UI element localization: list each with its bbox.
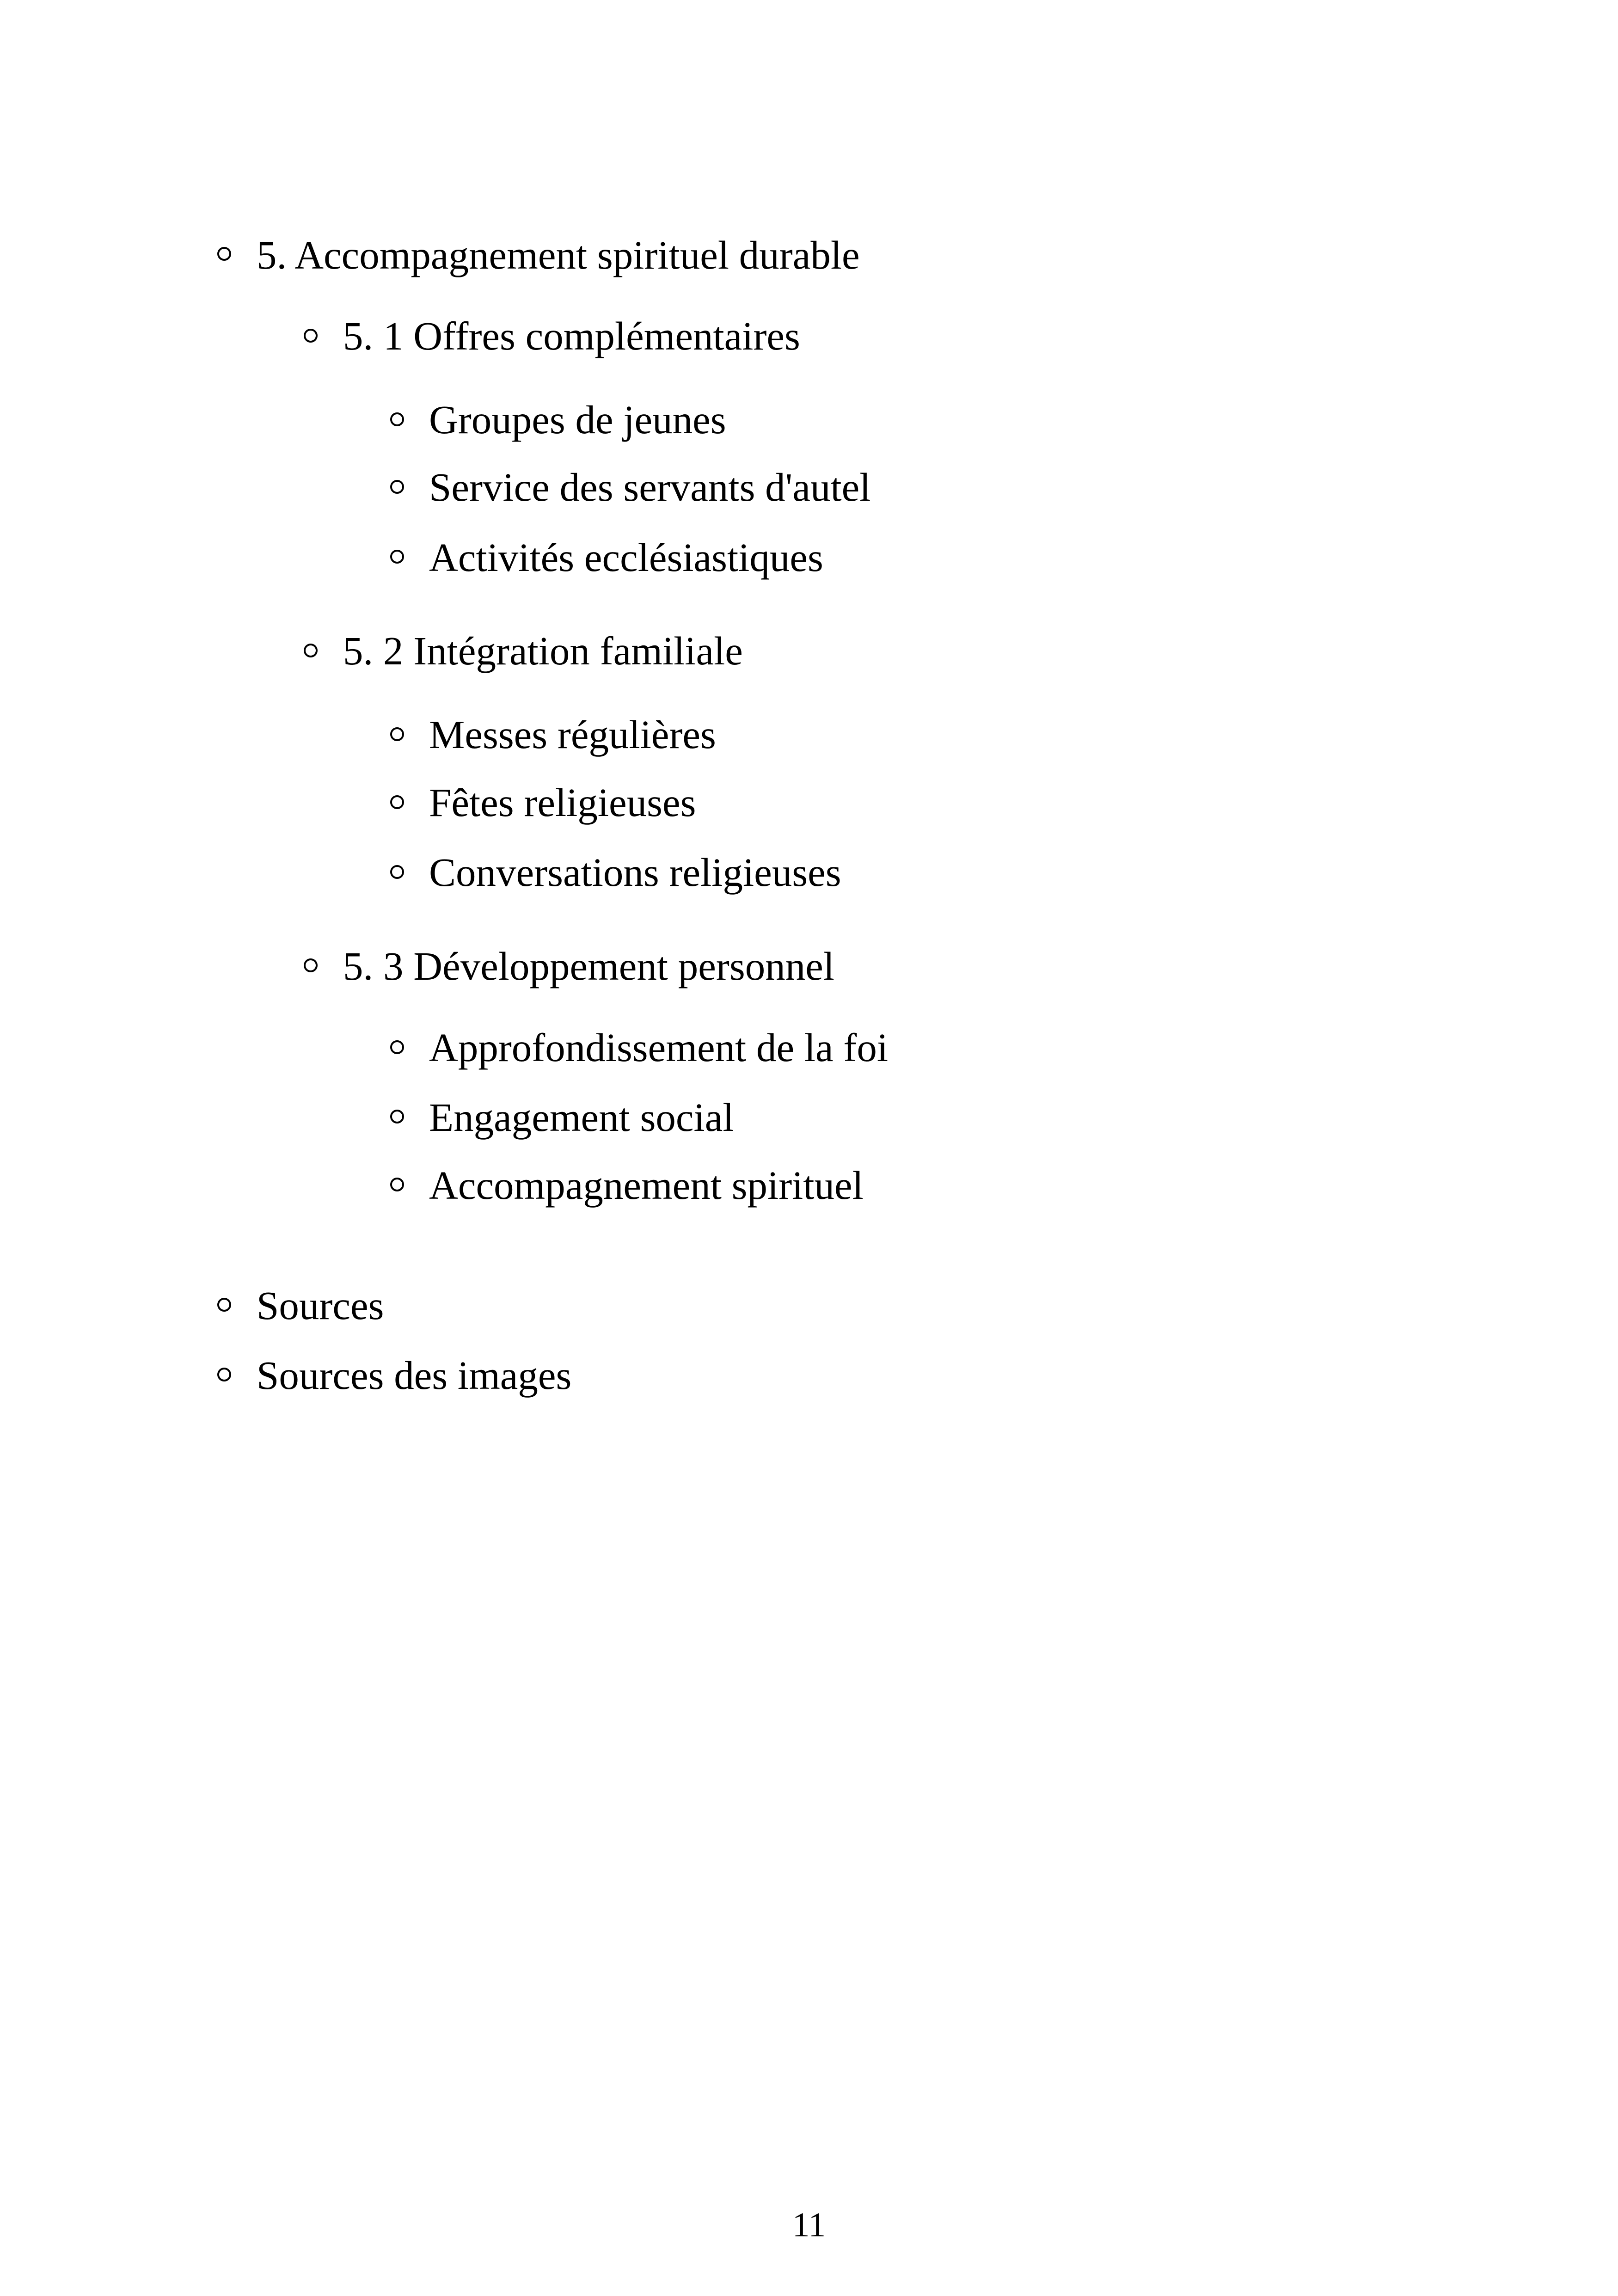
outline-item-image-sources: Sources des images xyxy=(257,1353,572,1398)
bullet-icon xyxy=(390,865,404,879)
outline-item: Fêtes religieuses xyxy=(429,780,696,825)
outline-item: Groupes de jeunes xyxy=(429,397,726,442)
outline-item-section-5-2: 5. 2 Intégration familiale xyxy=(343,628,743,673)
bullet-icon xyxy=(390,480,404,494)
bullet-icon xyxy=(217,1298,231,1312)
bullet-icon xyxy=(390,1110,404,1123)
bullet-icon xyxy=(304,644,318,657)
bullet-icon xyxy=(390,1040,404,1054)
bullet-icon xyxy=(217,1368,231,1381)
bullet-icon xyxy=(217,247,231,261)
outline-item: Service des servants d'autel xyxy=(429,465,871,510)
outline-item: Accompagnement spirituel xyxy=(429,1163,864,1208)
outline-item-section-5: 5. Accompagnement spirituel durable xyxy=(257,233,860,277)
outline-item: Conversations religieuses xyxy=(429,850,841,895)
bullet-icon xyxy=(304,329,318,343)
outline-item: Messes régulières xyxy=(429,712,716,757)
page-number: 11 xyxy=(792,2206,826,2244)
outline-item: Activités ecclésiastiques xyxy=(429,535,823,580)
outline-item-section-5-3: 5. 3 Développement personnel xyxy=(343,944,835,988)
bullet-icon xyxy=(304,958,318,972)
bullet-icon xyxy=(390,795,404,809)
outline-item-sources: Sources xyxy=(257,1283,384,1328)
outline-item: Approfondissement de la foi xyxy=(429,1025,889,1070)
bullet-icon xyxy=(390,412,404,426)
outline-item-section-5-1: 5. 1 Offres complémentaires xyxy=(343,313,800,358)
bullet-icon xyxy=(390,550,404,564)
bullet-icon xyxy=(390,727,404,741)
bullet-icon xyxy=(390,1178,404,1191)
outline-item: Engagement social xyxy=(429,1095,734,1140)
